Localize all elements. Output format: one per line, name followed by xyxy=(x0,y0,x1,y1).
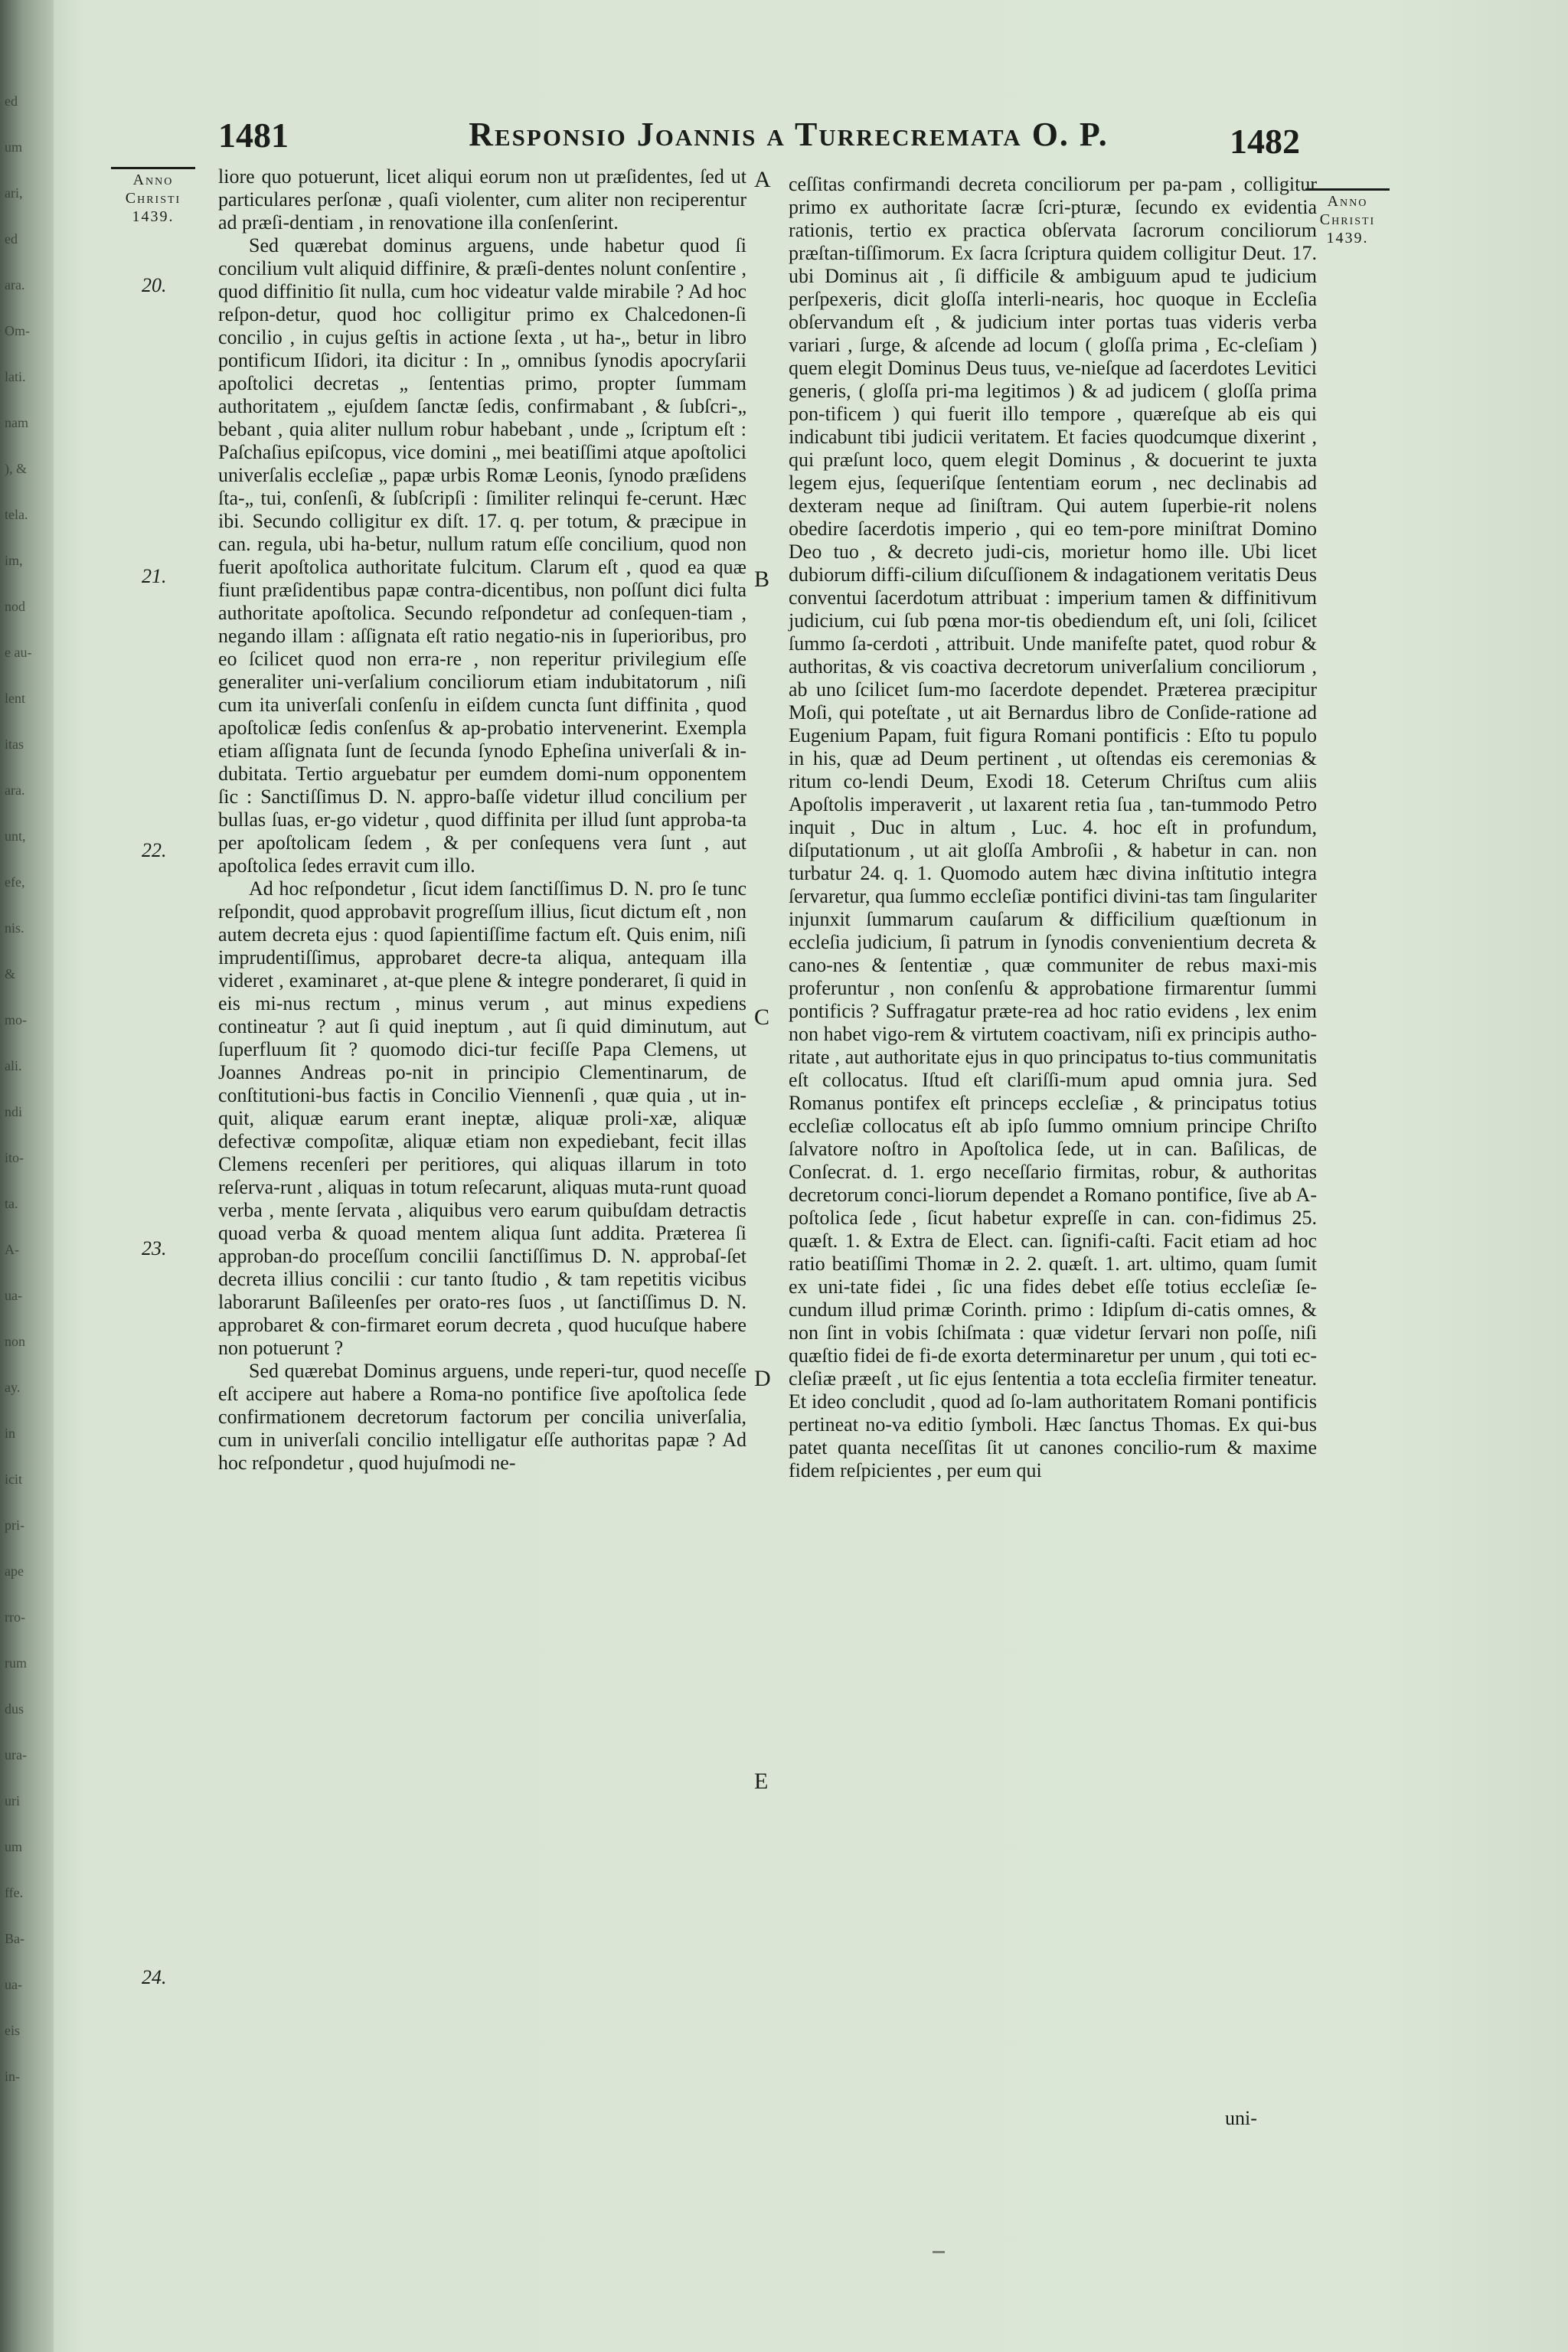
adjacent-page-strip xyxy=(0,0,54,2352)
adjacent-page-fragment: ffe. xyxy=(5,1885,24,1900)
adjacent-page-fragment: itas xyxy=(5,737,24,752)
paragraph: Sed quærebat Dominus arguens, unde reperi-tur, quod neceſſe eſt accipere aut habere a Roma-no pontifice ſive apoſtolica ſede confirmationem decretorum factorum per concilia univerſalia, cum in univerſali concilio intelligatur eſſe authoritas papæ ? Ad hoc reſpondetur , quod hujuſmodi ne- xyxy=(218,1360,746,1474)
adjacent-page-fragment: um xyxy=(5,1839,23,1854)
adjacent-page-fragment: ara. xyxy=(5,277,25,292)
adjacent-page-fragment: eis xyxy=(5,2023,20,2038)
section-letter: A xyxy=(754,167,771,192)
margin-number: 22. xyxy=(142,839,167,861)
column-number-right: 1482 xyxy=(1230,122,1300,161)
paragraph: liore quo potuerunt, licet aliqui eorum non ut præſidentes, ſed ut particulares perſonæ , quaſi violenter, cum aliter non reciperentur ad præſi-dentiam , in renovatione illa conſenſerint. xyxy=(218,165,746,234)
adjacent-page-fragment: unt, xyxy=(5,828,26,844)
adjacent-page-fragment: e au- xyxy=(5,645,32,660)
margin-year-number: 1439. xyxy=(132,208,175,225)
adjacent-page-fragment: Ba- xyxy=(5,1931,24,1946)
paragraph: Ad hoc reſpondetur , ſicut idem ſanctiſſimus D. N. pro ſe tunc reſpondit, quod approbavit progreſſum illius, ſicut dictum eſt , non autem decreta ejus : quod ſapientiſſime factum eſt. Quis enim, niſi imprudentiſſimus, approbaret decre-ta aliqua, antequam illa videret , examinaret , at-que plene & integre ponderaret, ſi quid in eis mi-nus rectum , minus verum , aut minus expediens contineatur ? aut ſi quid ineptum , aut ſi quid diminutum, aut ſuperfluum ſit ? quomodo dici-tur feciſſe Papa Clemens, ut Joannes Andreas po-nit in principio Clementinarum, de conſtitutioni-bus factis in Concilio Viennenſi , quæ quia , ut in-quit, aliquæ earum erant ineptæ, aliquæ proli-xæ, aliquæ defectivæ compoſitæ, aliquæ etiam non expediebant, fecit illas Clemens recenſeri per peritiores, qui aliquas illarum in toto reſerva-runt , aliquas in totum reſecarunt, aliquas muta-runt quoad verba , mente ſervata , aliquibus vero earum quibuſdam detractis quoad verba & quoad mentem aliqua ſunt addita. Præterea ſi approban-do proceſſum concilii ſanctiſſimus D. N. approbaſ-ſet decreta illius concilii : cur tanto ſtudio , & tam repetitis vicibus laborarunt Baſileenſes per orato-res ſuos , ut ſanctiſſimus D. N. approbaret & con-firmaret eorum decreta , quod hucuſque habere non potuerunt ? xyxy=(218,877,746,1359)
adjacent-page-fragment: ay. xyxy=(5,1380,21,1395)
adjacent-page-fragment: nam xyxy=(5,415,28,430)
adjacent-page-fragment: lati. xyxy=(5,369,26,384)
adjacent-page-fragment: ura- xyxy=(5,1747,27,1762)
adjacent-page-fragment: non xyxy=(5,1334,25,1349)
adjacent-page-fragment: nis. xyxy=(5,920,24,936)
margin-number: 23. xyxy=(142,1237,167,1259)
running-title: Responsio Joannis a Turrecremata O. P. xyxy=(469,116,1109,153)
margin-year-christi: Christi xyxy=(1319,211,1376,228)
adjacent-page-fragment: A- xyxy=(5,1242,19,1257)
adjacent-page-fragment: im, xyxy=(5,553,23,568)
section-letter: D xyxy=(754,1366,771,1391)
adjacent-page-fragment: rro- xyxy=(5,1609,25,1625)
margin-year-christi: Christi xyxy=(125,190,181,207)
adjacent-page-fragment: pri- xyxy=(5,1517,24,1533)
adjacent-page-fragment: tela. xyxy=(5,507,28,522)
margin-year-rule xyxy=(111,167,195,169)
page-mark xyxy=(933,2251,945,2253)
adjacent-page-fragment: ape xyxy=(5,1563,24,1579)
margin-year-anno: Anno xyxy=(1327,193,1368,210)
margin-year-rule xyxy=(1305,188,1390,191)
adjacent-page-fragment: & xyxy=(5,966,16,982)
adjacent-page-fragment: dus xyxy=(5,1701,24,1717)
section-letter: E xyxy=(754,1769,769,1794)
adjacent-page-fragment: Om- xyxy=(5,323,30,338)
adjacent-page-fragment: ed xyxy=(5,231,18,247)
margin-year-left xyxy=(107,167,199,226)
adjacent-page-fragment: lent xyxy=(5,691,25,706)
adjacent-page-fragment: mo- xyxy=(5,1012,27,1027)
section-letter: C xyxy=(754,1004,770,1030)
paragraph: ceſſitas confirmandi decreta conciliorum per pa-pam , colligitur primo ex authoritate ſacræ ſcri-pturæ, ſecundo ex evidentia rationis, tertio ex practica obſervata ſacrorum conciliorum præſtan-tiſſimorum. Ex ſacra ſcriptura quidem colligitur Deut. 17. ubi Dominus ait , ſi difficile & ambiguum apud te judicium perſpexeris, dicit gloſſa interli-nearis, hoc quoque in Eccleſia obſervandum eſt , & judicium inter portas tuas videris verba variari , ſurge, & aſcende ad locum ( gloſſa prima , Ec-cleſiam ) quem elegit Dominus Deus tuus, ve-nieſque ad ſacerdotes Levitici generis, ( gloſſa pri-ma legitimos ) & ad judicem ( gloſſa prima pon-tificem ) qui fuerit illo tempore , quæreſque ab eis qui indicabunt tibi judicii veritatem. Et facies quodcumque dixerint , qui præſunt loco, quem elegit Dominus , & docuerint te juxta legem ejus, ſequeriſque ſententiam eorum , nec declinabis ad dexteram neque ad ſiniſtram. Qui autem ſuperbie-rit nolens obedire ſacerdotis imperio , qui eo tem-pore miniſtrat Domino Deo tuo , & decreto judi-cis, morietur homo ille. Ubi licet dubiorum diffi-cilium diſcuſſionem & indagationem veritatis Deus conventui ſacerdotum attribuat : imperium tamen & diffinitivum judicium, cui ſub pœna mor-tis obediendum eſt, uni ſoli, ſcilicet ſummo ſa-cerdoti , attribuit. Unde manifeſte patet, quod robur & authoritas, & vis coactiva decretorum univerſalium conciliorum , ab uno ſcilicet ſum-mo ſacerdote dependet. Præterea præcipitur Moſi, qui poteſtate , ut ait Bernardus libro de Conſide-ratione ad Eugenium Papam, fuit figura Romani pontificis : Eſto tu populo in his, quæ ad Deum pertinent , ut oſtendas eis ceremonias & ritum co-lendi Deum, Exodi 18. Ceterum Chriſtus cum aliis Apoſtolis imperaverit , ut laxarent retia ſua , tan-tummodo Petro inquit , Duc in altum , Luc. 4. hoc eſt in profundum, diſputationum , ut ait gloſſa Ambroſii , & habetur in can. non turbatur 24. q. 1. Quomodo autem hæc divina inſtitutio integra ſervaretur, qua ſummo eccleſiæ pontifici divini-tas tam ſingulariter injunxit ſummarum cauſarum & difficilium quæſtionum in eccleſia judicium, ſi patrum in ſynodis convenientium decreta & cano-nes & ſententiæ , quæ communiter de rebus maxi-mis proferuntur , non conſenſu & approbatione firmarentur ſummi pontificis ? Suffragatur præte-rea ad hoc ratio evidens , lex enim non habet vigo-rem & virtutem coactivam, niſi ex principis autho-ritate , aut authoritate ejus in quo principatus to-tius communitatis eſt collocatus. Iſtud eſt clariſſi-mum apud omnia jura. Sed Romanus pontifex eſt princeps eccleſiæ , & principatus totius eccleſiæ collocatus eſt ab ipſo ſummo omnium principe Chriſto ſalvatore noſtro in Apoſtolica ſede, ut in can. Baſilicas, de Conſecrat. d. 1. ergo neceſſario firmitas, robur, & authoritas decretorum conci-liorum dependet a Romano pontifice, ſive ab A-poſtolica ſede , ſicut habetur expreſſe in can. con-fidimus 25. quæſt. 1. & Extra de Elect. can. ſignifi-caſti. Facit etiam ad hoc ratio beatiſſimi Thomæ in 2. 2. quæſt. 1. art. ultimo, quam ſumit ex uni-tate fidei , ſic una fides debet eſſe totius eccleſiæ ſe-cundum illud primæ Corinth. primo : Idipſum di-catis omnes, & non ſint in vobis ſchiſmata : quæ videtur ſervari non poſſe, niſi quæſtio fidei de fi-de exorta determinaretur per unum , qui toti ec-cleſiæ præeſt , ut ſic ejus ſententia a tota eccleſia firmiter teneatur. Et ideo concludit , quod ad ſo-lam authoritatem Romani pontificis pertineat no-va editio ſymboli. Hæc ſanctus Thomas. Ex qui-bus patet quanta neceſſitas ſit ut canones concilio-rum & maxime fidem reſpicientes , per eum qui xyxy=(789,173,1317,1481)
margin-number: 20. xyxy=(142,274,167,296)
right-text-column xyxy=(789,173,1317,1482)
margin-number: 21. xyxy=(142,565,167,587)
adjacent-page-fragment: ari, xyxy=(5,185,23,201)
adjacent-page-fragment: um xyxy=(5,139,23,155)
adjacent-page-fragment: ed xyxy=(5,93,18,109)
adjacent-page-fragment: in xyxy=(5,1426,16,1441)
adjacent-page-fragment: icit xyxy=(5,1472,22,1487)
adjacent-page-fragment: ua- xyxy=(5,1288,22,1303)
adjacent-page-fragment: ), & xyxy=(5,461,27,476)
margin-year-number: 1439. xyxy=(1326,230,1369,247)
margin-year-anno: Anno xyxy=(132,172,174,188)
adjacent-page-fragment: ara. xyxy=(5,782,25,798)
adjacent-page-fragment: efe, xyxy=(5,874,25,890)
adjacent-page-fragment: rum xyxy=(5,1655,27,1671)
column-number-left: 1481 xyxy=(218,116,289,155)
adjacent-page-fragment: in- xyxy=(5,2069,20,2084)
left-text-column xyxy=(218,165,746,1475)
catchword: uni- xyxy=(1225,2107,1257,2129)
adjacent-page-fragment: ua- xyxy=(5,1977,22,1992)
margin-number: 24. xyxy=(142,1966,167,1988)
adjacent-page-fragment: ali. xyxy=(5,1058,22,1073)
adjacent-page-fragment: nod xyxy=(5,599,25,614)
paragraph: Sed quærebat dominus arguens, unde habetur quod ſi concilium vult aliquid diffinire, & præſi-dentes nolunt conſentire , quod diffinitio ſit nulla, cum hoc videatur valde mirabile ? Ad hoc reſpon-detur, quod hoc colligitur primo ex Chalcedonen-ſi concilio , in cujus geſtis in actione ſexta , ut ha-„ betur in libro pontificum Iſidori, ita dicitur : In „ omnibus ſynodis apocryſarii apoſtolici decretas „ ſententias primo, propter ſummam authoritatem „ ejuſdem ſanctæ ſedis, confirmabant , & ſubſcri-„ bebant , quia aliter nullum robur habebant , unde „ ſcriptum eſt : Paſchaſius epiſcopus, vice domini „ mei beatiſſimi atque apoſtolici univerſalis eccleſiæ „ papæ urbis Romæ Leonis, ſynodo præſidens ſta-„ tui, conſenſi, & ſubſcripſi : ſimiliter relinqui fe-cerunt. Hæc ibi. Secundo colligitur ex diſt. 17. q. per totum, & præcipue in can. regula, ubi ha-betur, nullum ratum eſſe concilium, quod non fuerit apoſtolica authoritate fulcitum. Clarum eſt , quod ea quæ fiunt præſidentibus papæ contra-dicentibus, non poſſunt dici fulta authoritate apoſtolica. Secundo reſpondetur ad conſequen-tiam , negando illam : aſſignata eſt ratio negatio-nis in ſuperioribus, pro eo ſcilicet quod non erra-re , non reperitur privilegium eſſe generaliter uni-verſalium conciliorum etiam indubitatorum , niſi cum ita univerſali conſenſu in eiſdem cuncta ſunt diffinita , quod apoſtolicæ ſedis conſenſus & ap-probatio intervenerint. Exempla etiam aſſignata ſunt de ſecunda ſynodo Epheſina univerſali & in-dubitata. Tertio arguebatur per eumdem domi-num opponentem ſic : Sanctiſſimus D. N. appro-baſſe videtur illud concilium per bullas ſuas, er-go videtur , quod diffinita per illud ſunt approba-ta per apoſtolicam ſedem , & per conſequens vera ſunt , aut apoſtolica ſedes erravit cum illo. xyxy=(218,234,746,877)
adjacent-page-fragment: ndi xyxy=(5,1104,23,1119)
adjacent-page-fragment: ito- xyxy=(5,1150,24,1165)
section-letter: B xyxy=(754,567,770,592)
adjacent-page-fragment: ta. xyxy=(5,1196,18,1211)
adjacent-page-fragment: uri xyxy=(5,1793,20,1808)
